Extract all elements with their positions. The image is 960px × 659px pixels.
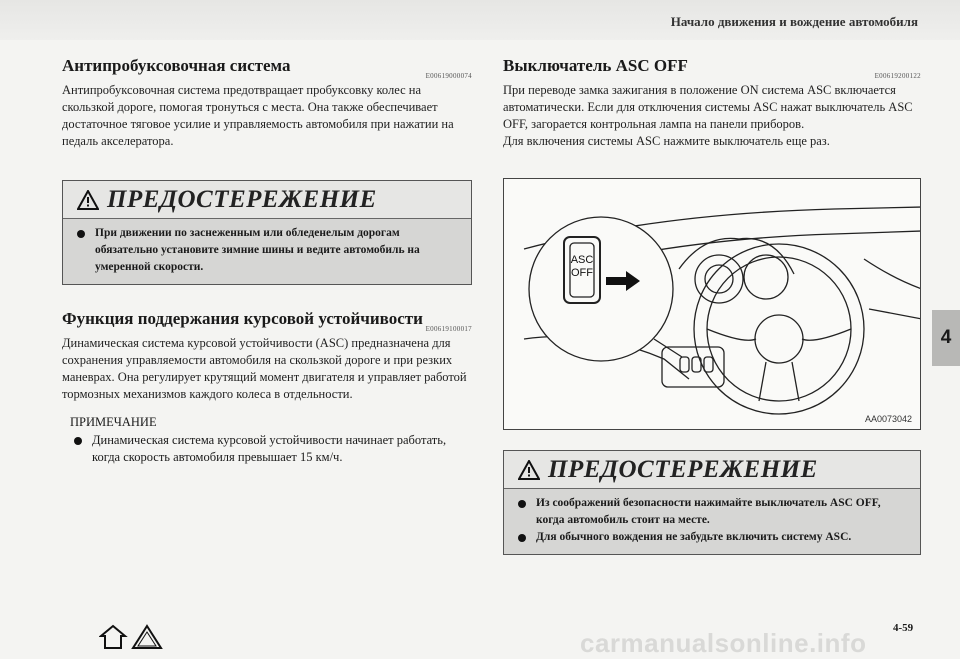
section-code: E00619200122 xyxy=(874,72,921,80)
chapter-tab: 4 xyxy=(932,310,960,366)
warning-item-text: Для обычного вождения не забудьте включить систему ASC. xyxy=(536,531,852,543)
warning-item xyxy=(514,495,908,529)
warning-box xyxy=(62,180,472,285)
bullet-icon xyxy=(74,437,82,445)
warning-item xyxy=(514,529,908,546)
note-heading: ПРИМЕЧАНИЕ xyxy=(70,415,157,429)
left-column xyxy=(62,56,472,466)
section-header xyxy=(503,56,921,78)
page-number: 4-59 xyxy=(893,622,914,634)
asc-label: ASC xyxy=(570,254,594,266)
warning-triangle-icon xyxy=(518,460,540,480)
section-text: Антипробуксовочная система предотвращает пробуксовку колес на скользкой дороге, помогая тронуться с места. Она также обеспечивает достаточное тяговое усилие и управляемость автомобиля при нажатии на педаль акселератора. xyxy=(62,83,454,148)
section-text: При переводе замка зажигания в положение ON система ASC включается автоматически. Если для отключения системы ASC нажат выключатель ASC OFF, загорается контрольная лампа на панели приборов. xyxy=(503,83,913,131)
warning-item-text: При движении по заснеженным или обледенелым дорогам обязательно установите зимние шины и ведите автомобиль на умеренной скорости. xyxy=(95,227,420,273)
footer-nav xyxy=(99,624,169,655)
section-title: Функция поддержания курсовой устойчивости xyxy=(62,309,423,328)
note-item xyxy=(70,432,472,466)
warning-header xyxy=(504,451,920,489)
warning-box xyxy=(503,450,921,555)
bullet-icon xyxy=(518,534,526,542)
warning-triangle-icon xyxy=(77,190,99,210)
warning-body xyxy=(504,489,920,554)
dashboard-drawing xyxy=(504,179,921,430)
section-title: Выключатель ASC OFF xyxy=(503,56,688,75)
note-item-text: Динамическая система курсовой устойчивости начинает работать, когда скорость автомобиля превышает 15 км/ч. xyxy=(92,433,447,464)
section-code: E00619100017 xyxy=(425,325,472,333)
warning-title: ПРЕДОСТЕРЕЖЕНИЕ xyxy=(107,185,377,213)
section-title: Антипробуксовочная система xyxy=(62,56,291,75)
section-header xyxy=(62,56,472,78)
warning-item xyxy=(73,225,459,276)
chapter-title: Начало движения и вождение автомобиля xyxy=(670,14,918,29)
watermark: carmanualsonline.info xyxy=(580,628,867,658)
dashboard-illustration xyxy=(503,178,921,430)
bullet-icon xyxy=(77,230,85,238)
off-label: OFF xyxy=(571,267,593,279)
warning-header xyxy=(63,181,471,219)
bullet-icon xyxy=(518,500,526,508)
warning-body xyxy=(63,219,471,284)
warning-title: ПРЕДОСТЕРЕЖЕНИЕ xyxy=(548,455,818,483)
right-column xyxy=(503,56,921,150)
warning-item-text: Из соображений безопасности нажимайте выключатель ASC OFF, когда автомобиль стоит на месте. xyxy=(536,497,881,526)
section-code: E00619000074 xyxy=(425,72,472,80)
page-header xyxy=(0,0,960,40)
section-header xyxy=(62,309,472,331)
section-text: Динамическая система курсовой устойчивости (ASC) предназначена для сохранения управляемости автомобиля на скользкой дороге и при резких маневрах. Она регулирует крутящий момент двигателя и управляет работой тормозных механизмов каждого колеса в отдельности. xyxy=(62,336,467,401)
section-text: Для включения системы ASC нажмите выключатель еще раз. xyxy=(503,134,830,148)
figure-code: AA0073042 xyxy=(864,414,912,424)
home-icon[interactable] xyxy=(101,626,125,648)
contents-icon[interactable] xyxy=(133,626,161,648)
